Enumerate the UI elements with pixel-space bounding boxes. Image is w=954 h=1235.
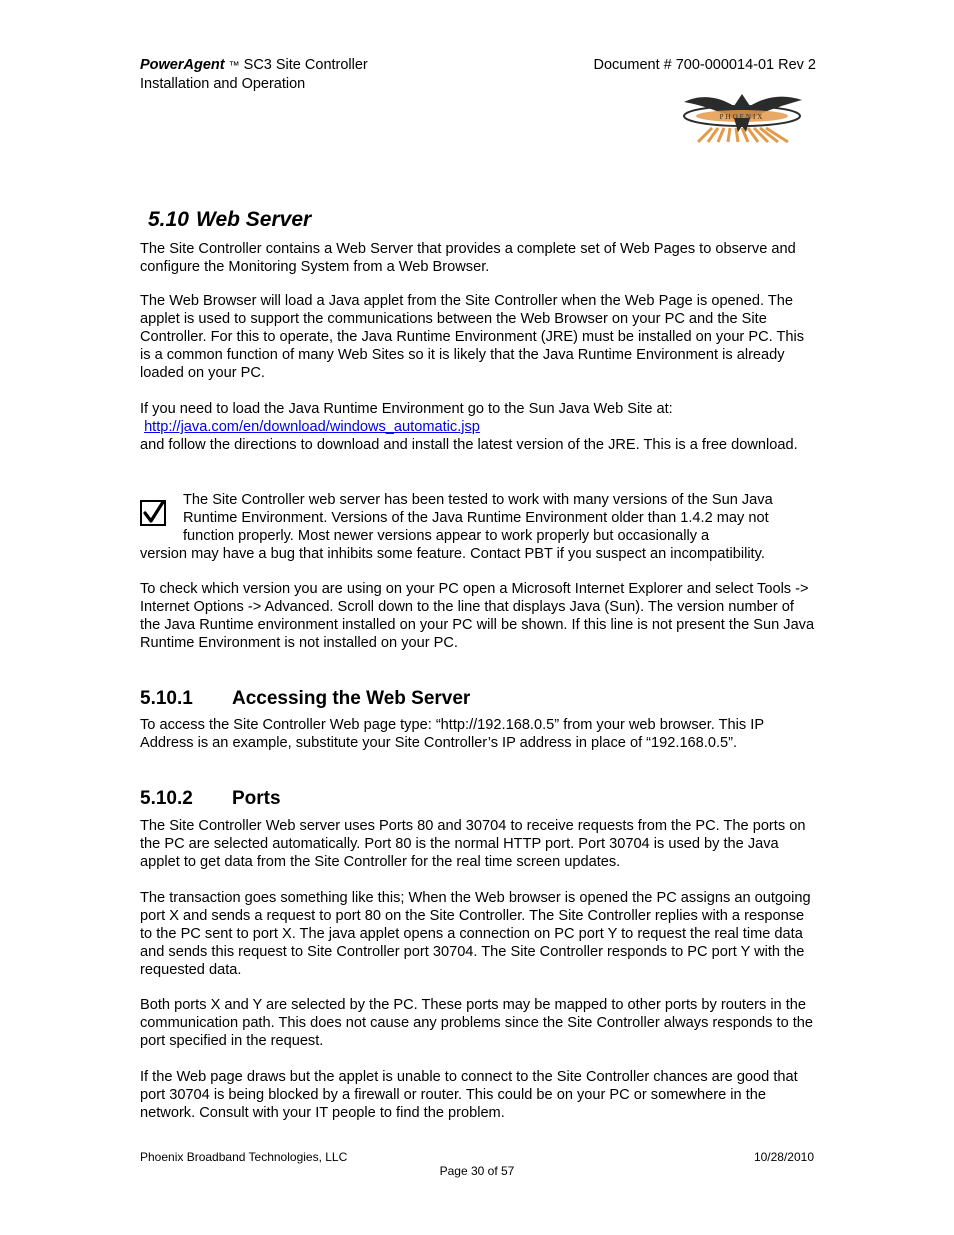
section-number: 5.10	[148, 208, 189, 231]
jre-intro-text: If you need to load the Java Runtime Environment go to the Sun Java Web Site at:	[140, 401, 673, 417]
header-subtitle: Installation and Operation	[140, 76, 306, 92]
subsection-number: 5.10.2	[140, 788, 193, 809]
subsection-title: Accessing the Web Server	[232, 688, 471, 709]
ports-paragraph-2: The transaction goes something like this; When the Web browser is opened the PC assigns an outgoing port X and sends a request to port 80 on the Site Controller. The Site Controller replies with a response to the PC sent to port X. The java applet opens a connection on PC port Y to request the real time data and sends this request to Site Controller port 30704. The Site Controller responds to PC port Y with the requested data.	[140, 890, 811, 978]
compatibility-note-continued: version may have a bug that inhibits some feature. Contact PBT if you suspect an incompatibility.	[140, 546, 765, 562]
subsection-heading-ports	[140, 788, 281, 810]
section-paragraph-3	[140, 400, 816, 454]
jre-instructions-text: and follow the directions to download and install the latest version of the JRE. This is a free download.	[140, 437, 798, 453]
phoenix-bird-icon	[678, 90, 806, 144]
phoenix-logo	[678, 90, 806, 144]
jre-download-link[interactable]: http://java.com/en/download/windows_automatic.jsp	[144, 419, 480, 435]
check-icon	[140, 500, 166, 526]
product-rest: SC3 Site Controller	[239, 57, 368, 73]
section-paragraph-1: The Site Controller contains a Web Server that provides a complete set of Web Pages to observe and configure the Monitoring System from a Web Browser.	[140, 241, 796, 275]
ports-paragraph-4: If the Web page draws but the applet is unable to connect to the Site Controller chances are good that port 30704 is being blocked by a firewall or router. This could be on your PC or somewhere in the network. Consult with your IT people to find the problem.	[140, 1069, 798, 1121]
header-product	[140, 56, 368, 75]
subsection-title: Ports	[232, 788, 281, 809]
section-paragraph-4: To check which version you are using on your PC open a Microsoft Internet Explorer and select Tools -> Internet Options -> Advanced. Scroll down to the line that displays Java (Sun). The version number of the Java Runtime environment installed on your PC will be shown. If this line is not present the Sun Java Runtime Environment is not installed on your PC.	[140, 581, 815, 651]
footer-page-number: Page 30 of 57	[439, 1164, 515, 1178]
footer-date: 10/28/2010	[753, 1150, 814, 1164]
product-name: PowerAgent	[140, 57, 225, 73]
trademark-symbol: ™	[228, 60, 240, 72]
subsection-heading-accessing	[140, 688, 470, 710]
ports-paragraph-1: The Site Controller Web server uses Ports 80 and 30704 to receive requests from the PC. The ports on the PC are selected automatically. Port 80 is the normal HTTP port. Port 30704 is used by the Java applet to get data from the Site Controller for the real time screen updates.	[140, 818, 806, 870]
section-title: Web Server	[196, 208, 312, 231]
section-paragraph-2: The Web Browser will load a Java applet from the Site Controller when the Web Page is opened. The applet is used to support the communications between the Web Browser on your PC and the Site Controller. For this to operate, the Java Runtime Environment (JRE) must be installed on your PC. This is a common function of many Web Sites so it is likely that the Java Runtime Environment is already loaded on your PC.	[140, 293, 805, 381]
header-doc-number: Document # 700-000014-01 Rev 2	[593, 57, 816, 73]
header-left	[140, 56, 368, 93]
compatibility-note: The Site Controller web server has been tested to work with many versions of the Sun Java Runtime Environment. Versions of the Java Runtime Environment older than 1.4.2 may not function properly. Most newer versions appear to work properly but occasionally a	[183, 492, 773, 544]
ports-paragraph-3: Both ports X and Y are selected by the PC. These ports may be mapped to other ports by routers in the communication path. This does not cause any problems since the Site Controller always responds to the port specified in the request.	[140, 997, 814, 1049]
subsection-number: 5.10.1	[140, 688, 193, 709]
section-heading	[148, 208, 311, 232]
logo-text: PHOENIX	[719, 113, 765, 121]
accessing-paragraph: To access the Site Controller Web page type: “http://192.168.0.5” from your web browser. This IP Address is an example, substitute your Site Controller’s IP address in place of “192.168.0.5”.	[140, 717, 764, 751]
footer-company: Phoenix Broadband Technologies, LLC	[140, 1150, 348, 1164]
